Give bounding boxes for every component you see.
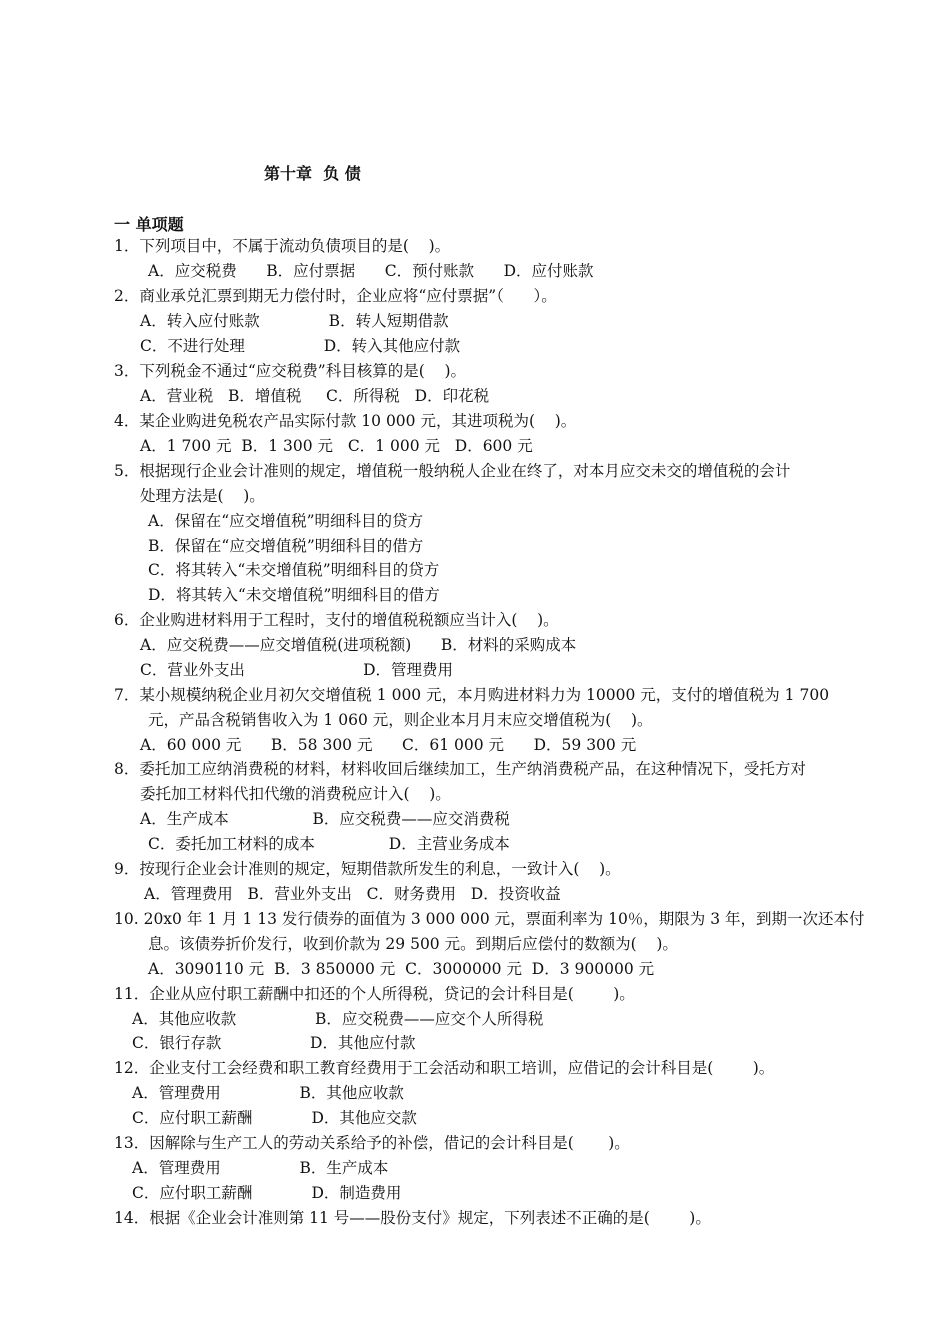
question-8-options-ab: A．生产成本 B．应交税费——应交消费税 <box>140 810 510 828</box>
question-5: 5．根据现行企业会计准则的规定，增值税一般纳税人企业在终了，对本月应交未交的增值税的会计 <box>114 462 791 480</box>
question-8-options-cd: C．委托加工材料的成本 D．主营业务成本 <box>148 835 510 853</box>
question-2-options-cd: C．不进行处理 D．转入其他应付款 <box>140 337 461 355</box>
question-12: 12．企业支付工会经费和职工教育经费用于工会活动和职工培训，应借记的会计科目是( )。 <box>114 1059 775 1077</box>
question-10: 10. 20x0 年 1 月 1 13 发行债券的面值为 3 000 000 元，票面利率为 10％，期限为 3 年，到期一次还本付 <box>114 910 865 928</box>
question-6-options-cd: C．营业外支出 D．管理费用 <box>140 661 454 679</box>
question-13: 13．因解除与生产工人的劳动关系给予的补偿，借记的会计科目是( )。 <box>114 1134 630 1152</box>
question-13-options-cd: C．应付职工薪酬 D．制造费用 <box>132 1184 402 1202</box>
chapter-title: 第十章 负 债 <box>264 164 361 183</box>
question-7-options: A．60 000 元 B．58 300 元 C．61 000 元 D．59 300 元 <box>140 736 637 754</box>
question-2: 2．商业承兑汇票到期无力偿付时，企业应将“应付票据”（ ）。 <box>114 287 557 305</box>
question-4-options: A．1 700 元 B．1 300 元 C．1 000 元 D．600 元 <box>140 437 533 455</box>
question-12-options-cd: C．应付职工薪酬 D．其他应交款 <box>132 1109 417 1127</box>
question-6-options-ab: A．应交税费——应交增值税(进项税额) B．材料的采购成本 <box>140 636 577 654</box>
question-5-option-a: A．保留在“应交增值税”明细科目的贷方 <box>148 512 424 530</box>
question-7-cont: 元，产品含税销售收入为 1 060 元，则企业本月月末应交增值税为( )。 <box>148 711 653 729</box>
question-13-options-ab: A．管理费用 B．生产成本 <box>132 1159 389 1177</box>
question-11-options-ab: A．其他应收款 B．应交税费——应交个人所得税 <box>132 1010 544 1028</box>
question-8: 8．委托加工应纳消费税的材料，材料收回后继续加工，生产纳消费税产品，在这种情况下，受托方对 <box>114 760 806 778</box>
question-12-options-ab: A．管理费用 B．其他应收款 <box>132 1084 404 1102</box>
question-9-options: A．管理费用 B．营业外支出 C．财务费用 D．投资收益 <box>144 885 561 903</box>
question-1: 1．下列项目中，不属于流动负债项目的是( )。 <box>114 237 451 255</box>
question-10-options: A．3090110 元 B．3 850000 元 C．3000000 元 D．3 900000 元 <box>148 960 655 978</box>
question-4: 4．某企业购进免税农产品实际付款 10 000 元，其进项税为( )。 <box>114 412 577 430</box>
question-10-cont: 息。该债券折价发行，收到价款为 29 500 元。到期后应偿付的数额为( )。 <box>148 935 678 953</box>
question-11-options-cd: C．银行存款 D．其他应付款 <box>132 1034 416 1052</box>
question-3: 3．下列税金不通过“应交税费”科目核算的是( )。 <box>114 362 467 380</box>
section-heading: 一 单项题 <box>114 215 184 234</box>
question-6: 6．企业购进材料用于工程时，支付的增值税税额应当计入( )。 <box>114 611 559 629</box>
question-7: 7．某小规模纳税企业月初欠交增值税 1 000 元，本月购进材料力为 10000 元，支付的增值税为 1 700 <box>114 686 830 704</box>
question-11: 11．企业从应付职工薪酬中扣还的个人所得税，贷记的会计科目是( )。 <box>114 985 635 1003</box>
question-14: 14．根据《企业会计准则第 11 号——股份支付》规定，下列表述不正确的是( )。 <box>114 1209 711 1227</box>
question-3-options: A．营业税 B．增值税 C．所得税 D．印花税 <box>140 387 490 405</box>
question-5-option-d: D．将其转入“未交增值税”明细科目的借方 <box>148 586 440 604</box>
question-9: 9．按现行企业会计准则的规定，短期借款所发生的利息，一致计入( )。 <box>114 860 621 878</box>
question-5-option-c: C．将其转入“未交增值税”明细科目的贷方 <box>148 561 440 579</box>
question-8-cont: 委托加工材料代扣代缴的消费税应计入( )。 <box>140 785 451 803</box>
question-5-option-b: B．保留在“应交增值税”明细科目的借方 <box>148 537 424 555</box>
question-2-options-ab: A．转入应付账款 B．转人短期借款 <box>140 312 449 330</box>
question-5-cont: 处理方法是( )。 <box>140 487 265 505</box>
question-1-options: A．应交税费 B．应付票据 C．预付账款 D．应付账款 <box>148 262 594 280</box>
